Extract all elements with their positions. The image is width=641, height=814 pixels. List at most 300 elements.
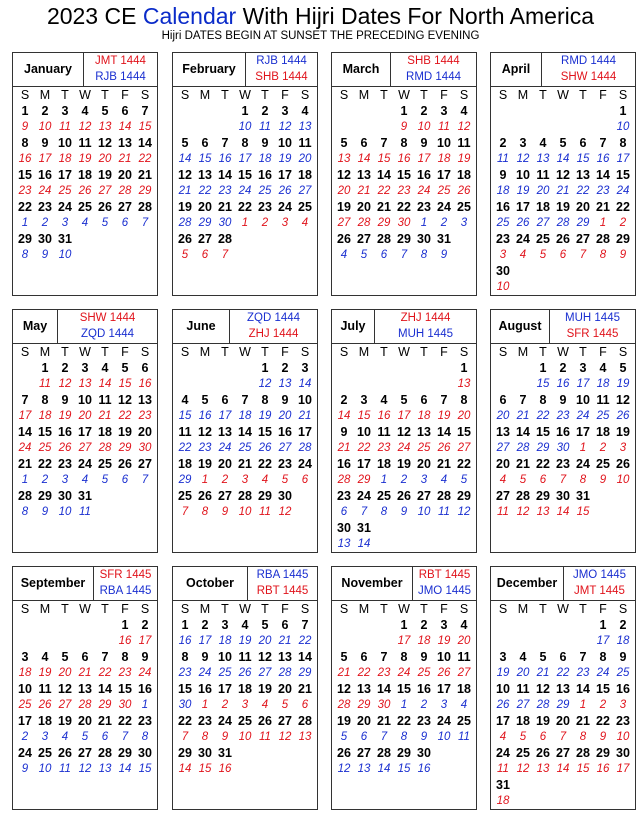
gregorian-day: 12 — [198, 425, 212, 439]
weekday-label: T — [261, 345, 269, 359]
hijri-day: 8 — [579, 474, 587, 486]
gregorian-day: 19 — [58, 714, 72, 728]
hijri-day: 20 — [516, 667, 530, 679]
hijri-day: 29 — [556, 699, 570, 711]
hijri-day: 27 — [78, 442, 92, 454]
hijri-day: 7 — [141, 217, 149, 229]
gregorian-day: 20 — [556, 714, 570, 728]
hijri-months-box — [541, 53, 635, 86]
weekday-label: M — [39, 88, 51, 102]
hijri-day: 18 — [258, 153, 272, 165]
hijri-day: 1 — [241, 217, 249, 229]
gregorian-day: 4 — [460, 618, 468, 632]
hijri-day: 15 — [357, 410, 371, 422]
weekday-label: M — [358, 602, 370, 616]
gregorian-day: 10 — [278, 136, 292, 150]
hijri-months-box — [247, 567, 317, 600]
gregorian-day: 18 — [238, 682, 252, 696]
gregorian-day: 30 — [138, 746, 152, 760]
hijri-day: 16 — [198, 410, 212, 422]
gregorian-day: 13 — [357, 168, 371, 182]
gregorian-day: 17 — [298, 425, 312, 439]
hijri-day: 28 — [556, 217, 570, 229]
gregorian-day: 16 — [616, 682, 630, 696]
gregorian-day: 5 — [61, 650, 69, 664]
hijri-day: 7 — [181, 731, 189, 743]
hijri-day: 29 — [178, 474, 192, 486]
hijri-day: 11 — [39, 378, 51, 390]
hijri-day: 8 — [420, 249, 428, 261]
hijri-day: 6 — [121, 474, 129, 486]
month-name: December — [496, 576, 558, 590]
gregorian-day: 9 — [559, 393, 567, 407]
hijri-day: 5 — [340, 731, 348, 743]
hijri-day: 26 — [238, 667, 252, 679]
weekday-label: W — [79, 345, 91, 359]
hijri-day: 23 — [178, 667, 192, 679]
weekday-label: F — [281, 88, 289, 102]
hijri-day: 7 — [579, 249, 587, 261]
gregorian-day: 23 — [198, 714, 212, 728]
gregorian-day: 24 — [496, 746, 510, 760]
hijri-day: 20 — [536, 185, 550, 197]
hijri-day: 16 — [18, 153, 32, 165]
gregorian-day: 22 — [38, 457, 52, 471]
month-header — [332, 53, 476, 87]
gregorian-day: 28 — [377, 232, 391, 246]
gregorian-day: 8 — [400, 136, 408, 150]
gregorian-day: 7 — [21, 393, 29, 407]
weekday-label: W — [398, 88, 410, 102]
hijri-month-first: SHW 1444 — [79, 312, 136, 324]
gregorian-day: 31 — [437, 232, 451, 246]
weekday-label: W — [239, 345, 251, 359]
hijri-day: 15 — [377, 153, 391, 165]
month-header — [173, 53, 317, 87]
gregorian-day: 21 — [298, 682, 312, 696]
gregorian-day: 18 — [536, 200, 550, 214]
gregorian-day: 27 — [556, 746, 570, 760]
gregorian-day: 8 — [460, 393, 468, 407]
hijri-day: 26 — [38, 699, 52, 711]
gregorian-day: 28 — [377, 746, 391, 760]
gregorian-day: 6 — [360, 136, 368, 150]
hijri-day: 15 — [178, 410, 192, 422]
hijri-day: 14 — [556, 506, 570, 518]
weekday-label: T — [539, 602, 547, 616]
hijri-month-second: SHW 1444 — [560, 70, 617, 83]
gregorian-day: 10 — [218, 650, 232, 664]
gregorian-day: 26 — [616, 457, 630, 471]
weekday-label: T — [539, 345, 547, 359]
gregorian-day: 8 — [41, 393, 49, 407]
hijri-day: 28 — [536, 699, 550, 711]
gregorian-day: 26 — [178, 232, 192, 246]
hijri-day: 16 — [397, 153, 411, 165]
gregorian-day: 8 — [261, 393, 269, 407]
gregorian-day: 20 — [576, 200, 590, 214]
gregorian-day: 12 — [337, 168, 351, 182]
month-march — [331, 52, 477, 296]
hijri-day: 10 — [38, 121, 52, 133]
gregorian-day: 18 — [596, 425, 610, 439]
hijri-day: 22 — [576, 185, 590, 197]
hijri-day: 24 — [417, 185, 431, 197]
gregorian-day: 24 — [78, 457, 92, 471]
hijri-months-box — [374, 310, 476, 343]
weekday-label: S — [618, 88, 628, 102]
hijri-day: 27 — [457, 667, 471, 679]
hijri-day: 3 — [241, 474, 249, 486]
hijri-day: 27 — [278, 442, 292, 454]
hijri-day: 10 — [616, 731, 630, 743]
hijri-day: 21 — [556, 185, 570, 197]
hijri-day: 11 — [458, 731, 470, 743]
weekday-label: S — [140, 602, 150, 616]
gregorian-day: 11 — [38, 682, 52, 696]
gregorian-day: 7 — [380, 136, 388, 150]
hijri-day: 22 — [98, 667, 112, 679]
hijri-day: 15 — [397, 763, 411, 775]
gregorian-day: 16 — [258, 168, 272, 182]
hijri-month-first: MUH 1445 — [565, 312, 620, 324]
hijri-day: 18 — [596, 378, 610, 390]
gregorian-day: 28 — [298, 714, 312, 728]
hijri-day: 16 — [417, 763, 431, 775]
gregorian-day: 14 — [18, 425, 32, 439]
gregorian-day: 6 — [221, 393, 229, 407]
gregorian-day: 23 — [337, 489, 351, 503]
gregorian-day: 24 — [516, 232, 530, 246]
weekday-label: T — [61, 602, 69, 616]
hijri-day: 19 — [437, 410, 451, 422]
gregorian-day: 6 — [499, 393, 507, 407]
hijri-day: 6 — [101, 731, 109, 743]
gregorian-day: 7 — [241, 393, 249, 407]
month-november — [331, 566, 477, 810]
gregorian-day: 19 — [98, 168, 112, 182]
hijri-day: 7 — [360, 506, 368, 518]
month-january — [12, 52, 158, 296]
gregorian-day: 8 — [539, 393, 547, 407]
weekday-label: F — [121, 345, 129, 359]
gregorian-day: 22 — [178, 714, 192, 728]
hijri-day: 19 — [58, 410, 72, 422]
hijri-day: 15 — [576, 506, 590, 518]
hijri-day: 2 — [619, 217, 627, 229]
hijri-day: 3 — [61, 474, 69, 486]
hijri-day: 15 — [536, 378, 550, 390]
hijri-day: 16 — [596, 763, 610, 775]
hijri-day: 5 — [539, 249, 547, 261]
gregorian-day: 5 — [340, 136, 348, 150]
gregorian-day: 8 — [241, 136, 249, 150]
gregorian-day: 29 — [258, 489, 272, 503]
hijri-day: 6 — [539, 731, 547, 743]
hijri-day: 17 — [18, 410, 32, 422]
hijri-day: 25 — [616, 667, 630, 679]
hijri-day: 13 — [337, 538, 351, 550]
hijri-day: 21 — [78, 667, 92, 679]
gregorian-day: 9 — [261, 136, 269, 150]
hijri-day: 24 — [397, 667, 411, 679]
hijri-day: 22 — [357, 442, 371, 454]
gregorian-day: 8 — [181, 650, 189, 664]
gregorian-day: 24 — [18, 746, 32, 760]
hijri-day: 9 — [400, 506, 408, 518]
weekday-label: W — [239, 602, 251, 616]
gregorian-day: 1 — [400, 618, 408, 632]
gregorian-day: 2 — [61, 361, 69, 375]
gregorian-day: 18 — [178, 457, 192, 471]
gregorian-day: 2 — [559, 361, 567, 375]
gregorian-day: 23 — [496, 232, 510, 246]
weekday-label: S — [180, 602, 190, 616]
gregorian-day: 9 — [340, 425, 348, 439]
gregorian-day: 29 — [457, 489, 471, 503]
weekday-label: W — [398, 345, 410, 359]
hijri-month-first: ZQD 1444 — [246, 312, 301, 324]
gregorian-day: 4 — [301, 104, 309, 118]
hijri-day: 24 — [576, 410, 590, 422]
gregorian-day: 17 — [516, 200, 530, 214]
month-header — [13, 53, 157, 87]
hijri-day: 12 — [278, 506, 292, 518]
gregorian-day: 4 — [599, 361, 607, 375]
month-july — [331, 309, 477, 553]
gregorian-day: 24 — [298, 457, 312, 471]
hijri-day: 13 — [536, 763, 550, 775]
hijri-day: 6 — [301, 474, 309, 486]
hijri-day: 13 — [457, 378, 471, 390]
gregorian-day: 6 — [281, 618, 289, 632]
gregorian-day: 19 — [118, 425, 132, 439]
hijri-day: 30 — [218, 217, 232, 229]
hijri-month-first: ZHJ 1444 — [400, 312, 451, 324]
gregorian-day: 23 — [417, 714, 431, 728]
hijri-day: 16 — [556, 378, 570, 390]
gregorian-day: 26 — [198, 489, 212, 503]
gregorian-day: 23 — [616, 714, 630, 728]
weekday-label: M — [199, 602, 211, 616]
hijri-day: 3 — [241, 699, 249, 711]
hijri-day: 5 — [81, 731, 89, 743]
hijri-months-box — [93, 567, 157, 600]
weekday-label: T — [380, 602, 388, 616]
weekday-label: T — [380, 345, 388, 359]
gregorian-day: 14 — [576, 682, 590, 696]
gregorian-day: 27 — [357, 746, 371, 760]
gregorian-day: 11 — [178, 425, 192, 439]
hijri-day: 27 — [516, 699, 530, 711]
gregorian-day: 16 — [417, 682, 431, 696]
hijri-day: 4 — [61, 731, 69, 743]
hijri-day: 11 — [59, 763, 71, 775]
month-header — [332, 310, 476, 344]
weekday-label: M — [39, 345, 51, 359]
hijri-day: 12 — [337, 763, 351, 775]
gregorian-day: 11 — [457, 136, 471, 150]
hijri-day: 17 — [616, 763, 630, 775]
weekday-label: S — [300, 88, 310, 102]
month-header — [491, 310, 635, 344]
gregorian-day: 5 — [121, 361, 129, 375]
gregorian-day: 20 — [278, 682, 292, 696]
gregorian-day: 5 — [201, 393, 209, 407]
weekday-label: S — [339, 602, 349, 616]
gregorian-day: 8 — [619, 136, 627, 150]
hijri-day: 4 — [440, 474, 448, 486]
hijri-day: 8 — [201, 731, 209, 743]
gregorian-day: 20 — [417, 457, 431, 471]
hijri-month-first: SFR 1445 — [99, 569, 152, 581]
hijri-day: 17 — [576, 378, 590, 390]
hijri-day: 7 — [380, 731, 388, 743]
gregorian-day: 11 — [78, 136, 92, 150]
hijri-day: 17 — [397, 410, 411, 422]
hijri-day: 27 — [58, 699, 72, 711]
hijri-day: 2 — [41, 474, 49, 486]
hijri-day: 25 — [38, 442, 52, 454]
hijri-month-second: SHB 1444 — [255, 70, 308, 83]
gregorian-day: 28 — [596, 232, 610, 246]
hijri-day: 18 — [417, 635, 431, 647]
gregorian-day: 21 — [377, 200, 391, 214]
gregorian-day: 17 — [78, 425, 92, 439]
hijri-day: 11 — [497, 506, 509, 518]
gregorian-day: 19 — [198, 457, 212, 471]
gregorian-day: 28 — [516, 489, 530, 503]
gregorian-day: 6 — [121, 104, 129, 118]
hijri-day: 11 — [438, 121, 450, 133]
gregorian-day: 8 — [21, 136, 29, 150]
hijri-day: 1 — [420, 217, 428, 229]
gregorian-day: 25 — [457, 200, 471, 214]
gregorian-day: 14 — [298, 650, 312, 664]
gregorian-day: 14 — [516, 425, 530, 439]
hijri-day: 19 — [38, 667, 52, 679]
month-header — [332, 567, 476, 601]
hijri-day: 7 — [141, 474, 149, 486]
hijri-months-box — [563, 567, 635, 600]
month-april — [490, 52, 636, 296]
gregorian-day: 21 — [516, 457, 530, 471]
hijri-day: 4 — [499, 474, 507, 486]
gregorian-day: 10 — [298, 393, 312, 407]
gregorian-day: 27 — [198, 232, 212, 246]
gregorian-day: 25 — [98, 457, 112, 471]
weekday-label: S — [180, 345, 190, 359]
hijri-day: 4 — [261, 699, 269, 711]
gregorian-day: 19 — [337, 714, 351, 728]
gregorian-day: 22 — [536, 457, 550, 471]
hijri-day: 2 — [440, 217, 448, 229]
gregorian-day: 13 — [78, 682, 92, 696]
hijri-day: 18 — [417, 410, 431, 422]
gregorian-day: 1 — [539, 361, 547, 375]
gregorian-day: 6 — [579, 136, 587, 150]
hijri-day: 29 — [357, 474, 371, 486]
month-name: June — [186, 319, 216, 333]
hijri-day: 14 — [118, 121, 132, 133]
month-header — [13, 310, 157, 344]
hijri-day: 19 — [457, 153, 471, 165]
gregorian-day: 19 — [536, 714, 550, 728]
hijri-day: 23 — [198, 442, 212, 454]
hijri-months-box — [549, 310, 635, 343]
hijri-day: 4 — [340, 249, 348, 261]
gregorian-day: 14 — [596, 168, 610, 182]
gregorian-day: 15 — [536, 425, 550, 439]
gregorian-day: 26 — [337, 232, 351, 246]
hijri-day: 4 — [301, 217, 309, 229]
gregorian-day: 12 — [178, 168, 192, 182]
gregorian-day: 22 — [258, 457, 272, 471]
hijri-day: 17 — [397, 635, 411, 647]
hijri-month-first: JMO 1445 — [572, 569, 627, 581]
hijri-day: 12 — [457, 121, 471, 133]
hijri-day: 11 — [259, 121, 271, 133]
hijri-month-second: RBT 1445 — [256, 584, 309, 597]
hijri-day: 2 — [400, 474, 408, 486]
month-name: August — [498, 319, 542, 333]
hijri-day: 9 — [41, 506, 49, 518]
hijri-day: 12 — [258, 378, 272, 390]
hijri-day: 25 — [258, 185, 272, 197]
gregorian-day: 31 — [576, 489, 590, 503]
gregorian-day: 20 — [198, 200, 212, 214]
gregorian-day: 27 — [218, 489, 232, 503]
gregorian-day: 10 — [437, 650, 451, 664]
gregorian-day: 16 — [337, 457, 351, 471]
hijri-day: 17 — [417, 153, 431, 165]
gregorian-day: 14 — [238, 425, 252, 439]
hijri-day: 29 — [198, 217, 212, 229]
hijri-day: 17 — [38, 153, 52, 165]
gregorian-day: 20 — [357, 714, 371, 728]
gregorian-day: 18 — [457, 682, 471, 696]
hijri-day: 11 — [497, 153, 509, 165]
hijri-day: 10 — [238, 731, 252, 743]
weekday-label: T — [579, 602, 587, 616]
gregorian-day: 6 — [420, 393, 428, 407]
hijri-day: 17 — [138, 635, 152, 647]
hijri-day: 18 — [496, 185, 510, 197]
hijri-day: 24 — [596, 667, 610, 679]
hijri-day: 14 — [357, 538, 371, 550]
gregorian-day: 21 — [18, 457, 32, 471]
gregorian-day: 14 — [138, 136, 152, 150]
gregorian-day: 18 — [98, 425, 112, 439]
hijri-day: 10 — [58, 249, 72, 261]
gregorian-day: 13 — [278, 650, 292, 664]
hijri-day: 18 — [496, 795, 510, 807]
gregorian-day: 3 — [301, 361, 309, 375]
gregorian-day: 10 — [576, 393, 590, 407]
hijri-day: 11 — [259, 506, 271, 518]
weekday-label: M — [358, 345, 370, 359]
gregorian-day: 5 — [539, 650, 547, 664]
month-name: March — [342, 62, 380, 76]
hijri-day: 12 — [278, 121, 292, 133]
hijri-day: 15 — [198, 153, 212, 165]
gregorian-day: 18 — [298, 168, 312, 182]
hijri-day: 27 — [337, 217, 351, 229]
hijri-day: 13 — [98, 121, 112, 133]
gregorian-day: 1 — [400, 104, 408, 118]
hijri-day: 8 — [201, 506, 209, 518]
gregorian-day: 2 — [261, 104, 269, 118]
